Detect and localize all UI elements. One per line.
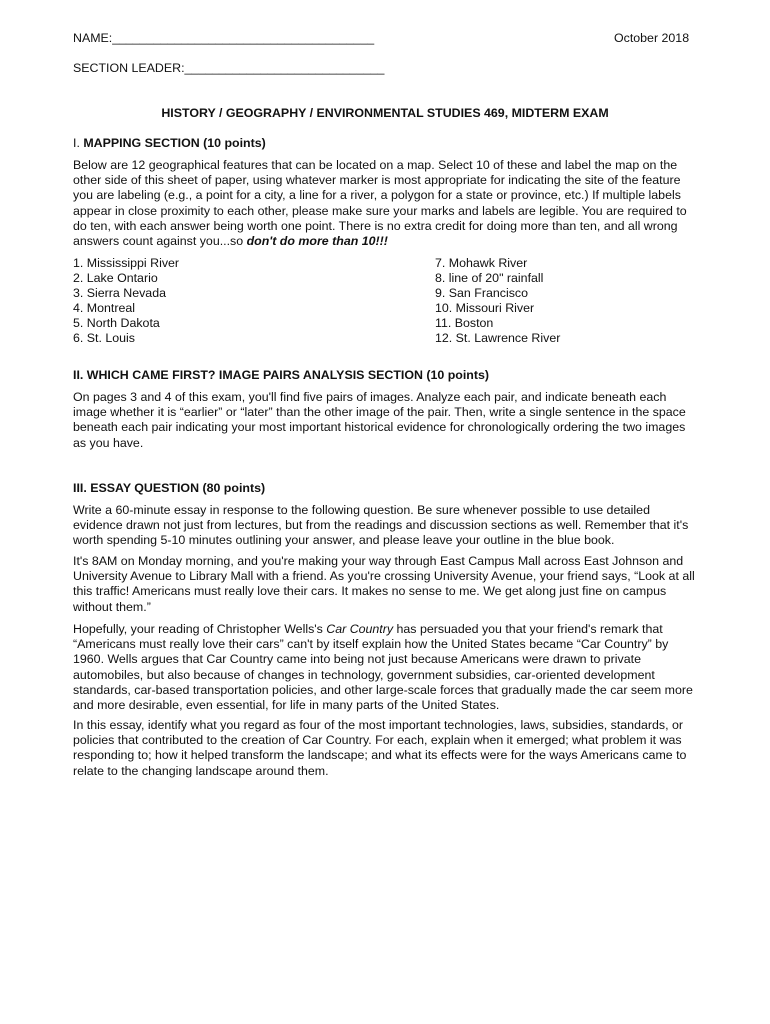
section1-instructions-text: Below are 12 geographical features that can be located on a map. Select 10 of these and label the map on the other side of this sheet of paper, using whatever marker is most appropriate for indicating the site of the feature you are labeling (e.g., a point for a city, a line for a river, a polygon for a state or province, etc.) If multiple labels appear in close proximity to each other, please make sure your marks and labels are legible. You are required to do ten, with each answer being worth one point. There is no extra credit for doing more than ten, and all wrong answers count against you...so xyxy=(73,158,687,249)
essay-instructions: Write a 60-minute essay in response to the following question. Be sure whenever possible to use detailed evidence drawn not just from lectures, but from the readings and discussion sections as well. Remember that it's worth spending 5-10 minutes outlining your answer, and please leave your outline in the blue book. xyxy=(73,503,689,548)
section1-heading-text: MAPPING SECTION (10 points) xyxy=(83,136,266,150)
list-item: 11. Boston xyxy=(435,315,494,330)
list-item: 9. San Francisco xyxy=(435,285,528,300)
list-item: 2. Lake Ontario xyxy=(73,270,158,285)
list-item: 1. Mississippi River xyxy=(73,256,180,270)
section3-heading: III. ESSAY QUESTION (80 points) xyxy=(73,481,266,495)
list-item: 10. Missouri River xyxy=(435,300,535,315)
list-item: 12. St. Lawrence River xyxy=(435,330,561,345)
section1-instructions xyxy=(73,158,699,249)
feature-list-left xyxy=(73,256,179,345)
list-item: 5. North Dakota xyxy=(73,315,160,330)
list-item: 6. St. Louis xyxy=(73,330,135,345)
essay-scenario: It's 8AM on Monday morning, and you're making your way through East Campus Mall across East Johnson and University Avenue to Library Mall with a friend. As you're crossing University Avenue, your friend says, “Look at all this traffic! Americans must really love their cars. It makes no sense to me. We get along just fine on campus without them.” xyxy=(73,554,695,614)
section1-heading xyxy=(73,136,266,150)
essay-prompt: In this essay, identify what you regard as four of the most important technologies, laws, subsidies, standards, or policies that contributed to the creation of Car Country. For each, explain when it emerged; what problem it was responding to; how it helped transform the landscape; and what its effects were for the ways Americans came to relate to the changing landscape around them. xyxy=(73,718,687,778)
section2-body: On pages 3 and 4 of this exam, you'll find five pairs of images. Analyze each pair, and indicate beneath each image whether it is “earlier” or “later” than the other image of the pair. Then, write a single sentence in the space beneath each pair indicating your most important historical evidence for chronologically ordering the two images as you have. xyxy=(73,390,686,450)
list-item: 8. line of 20" rainfall xyxy=(435,270,544,285)
section1-instructions-emphasis: don't do more than 10!!! xyxy=(246,234,388,249)
list-item: 7. Mohawk River xyxy=(435,256,528,270)
name-field-label: NAME:______________________________________ xyxy=(73,31,375,45)
list-item: 4. Montreal xyxy=(73,300,135,315)
exam-title: HISTORY / GEOGRAPHY / ENVIRONMENTAL STUDIES 469, MIDTERM EXAM xyxy=(161,106,609,120)
section-leader-field-label: SECTION LEADER:_____________________________ xyxy=(73,61,385,75)
book-title: Car Country xyxy=(326,622,394,636)
section2-heading: II. WHICH CAME FIRST? IMAGE PAIRS ANALYSIS SECTION (10 points) xyxy=(73,368,490,382)
essay-context-part2: has persuaded you that your friend's remark that “Americans must really love their cars” can't by itself explain how the United States became “Car Country” by 1960. Wells argues that Car Country came into being not just because Americans were drawn to private automobiles, but also because of changes in technology, government subsidies, car-oriented development standards, car-based transportation policies, and other large-scale forces that gradually made the car seem more and more desirable, even essential, for life in many parts of the United States. xyxy=(73,622,693,713)
section1-heading-prefix: I. xyxy=(73,136,84,150)
feature-list-right xyxy=(435,256,560,345)
list-item: 3. Sierra Nevada xyxy=(73,285,166,300)
essay-context-part1: Hopefully, your reading of Christopher Wells's xyxy=(73,622,327,636)
exam-date: October 2018 xyxy=(614,31,690,45)
essay-context xyxy=(73,622,699,713)
